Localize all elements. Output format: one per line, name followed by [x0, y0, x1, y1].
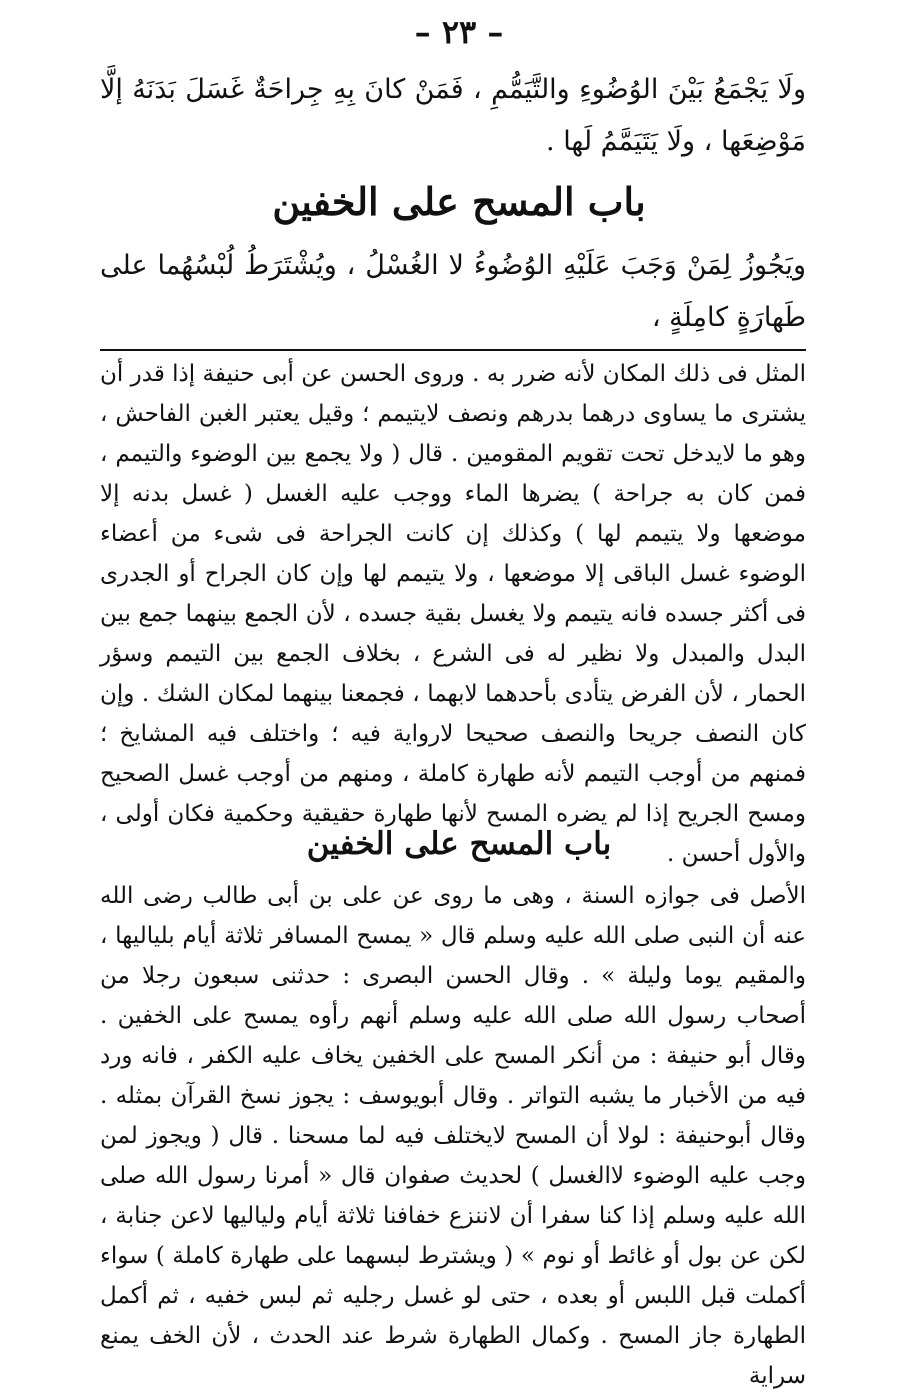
chapter-heading-matn: باب المسح على الخفين	[272, 179, 646, 224]
divider-line	[100, 349, 806, 351]
page-number: – ٢٣ –	[414, 13, 504, 51]
matn-text-chapter: ويَجُوزُ لِمَنْ وَجَبَ عَلَيْهِ الوُضُوءُ لا الغُسْلُ ، ويُشْتَرَطُ لُبْسُهُما على طَهارَةٍ كامِلَةٍ ،	[100, 250, 806, 333]
matn-text-top: ولَا يَجْمَعُ بَيْنَ الوُضُوءِ والتَّيَمُّمِ ، فَمَنْ كانَ بِهِ جِراحَةٌ غَسَلَ بَدَنَهُ إلَّا مَوْضِعَها ، ولَا يَتَيَمَّمُ لَها .	[100, 74, 806, 157]
commentary-paragraph-2: الأصل فى جوازه السنة ، وهى ما روى عن على بن أبى طالب رضى الله عنه أن النبى صلى الله عليه وسلم قال « يمسح المسافر ثلاثة أيام بلياليها ، والمقيم يوما وليلة » . وقال الحسن البصرى : حدثنى سبعون رجلا من أصحاب رسول الله صلى الله عليه وسلم أنهم رأوه يمسح على الخفين . وقال أبو حنيفة : من أنكر المسح على الخفين يخاف عليه الكفر ، فانه ورد فيه من الأخبار ما يشبه التواتر . وقال أبويوسف : يجوز نسخ القرآن بمثله . وقال أبوحنيفة : لولا أن المسح لايختلف فيه لما مسحنا . قال ( ويجوز لمن وجب عليه الوضوء لاالغسل ) لحديث صفوان قال « أمرنا رسول الله صلى الله عليه وسلم إذا كنا سفرا أن لاننزع خفافنا ثلاثة أيام ولياليها لاعن جنابة ، لكن عن بول أو غائط أو نوم » ( ويشترط لبسهما على طهارة كاملة ) سواء أكملت قبل اللبس أو بعده ، حتى لو غسل رجليه ثم لبس خفيه ، ثم أكمل الطهارة جاز المسح . وكمال الطهارة شرط عند الحدث ، لأن الخف يمنع سراية	[100, 883, 806, 1389]
commentary-paragraph-1: المثل فى ذلك المكان لأنه ضرر به . وروى الحسن عن أبى حنيفة إذا قدر أن يشترى ما يساوى درهما بدرهم ونصف لايتيمم ؛ وقيل يعتبر الغبن الفاحش ، وهو ما لايدخل تحت تقويم المقومين . قال ( ولا يجمع بين الوضوء والتيمم ، فمن كان به جراحة ) يضرها الماء ووجب عليه الغسل ( غسل بدنه إلا موضعها ولا يتيمم لها ) وكذلك إن كانت الجراحة فى شىء من أعضاء الوضوء غسل الباقى إلا موضعها ، ولا يتيمم لها وإن كان الجراح أو الجدرى فى أكثر جسده فانه يتيمم ولا يغسل بقية جسده ، لأن الجمع بينهما جمع بين البدل والمبدل ولا نظير له فى الشرع ، بخلاف الجمع بين التيمم وسؤر الحمار ، لأن الفرض يتأدى بأحدهما لابهما ، فجمعنا بينهما لمكان الشك . وإن كان النصف جريحا والنصف صحيحا لارواية فيه ؛ واختلف فيه المشايخ ؛ فمنهم من أوجب التيمم لأنه طهارة كاملة ، ومنهم من أوجب غسل الصحيح ومسح الجريح إذا لم يضره المسح لأنها طهارة حقيقية وحكمية فكان أولى ، والأول أحسن .	[100, 361, 806, 867]
chapter-heading-commentary: باب المسح على الخفين	[306, 826, 612, 862]
